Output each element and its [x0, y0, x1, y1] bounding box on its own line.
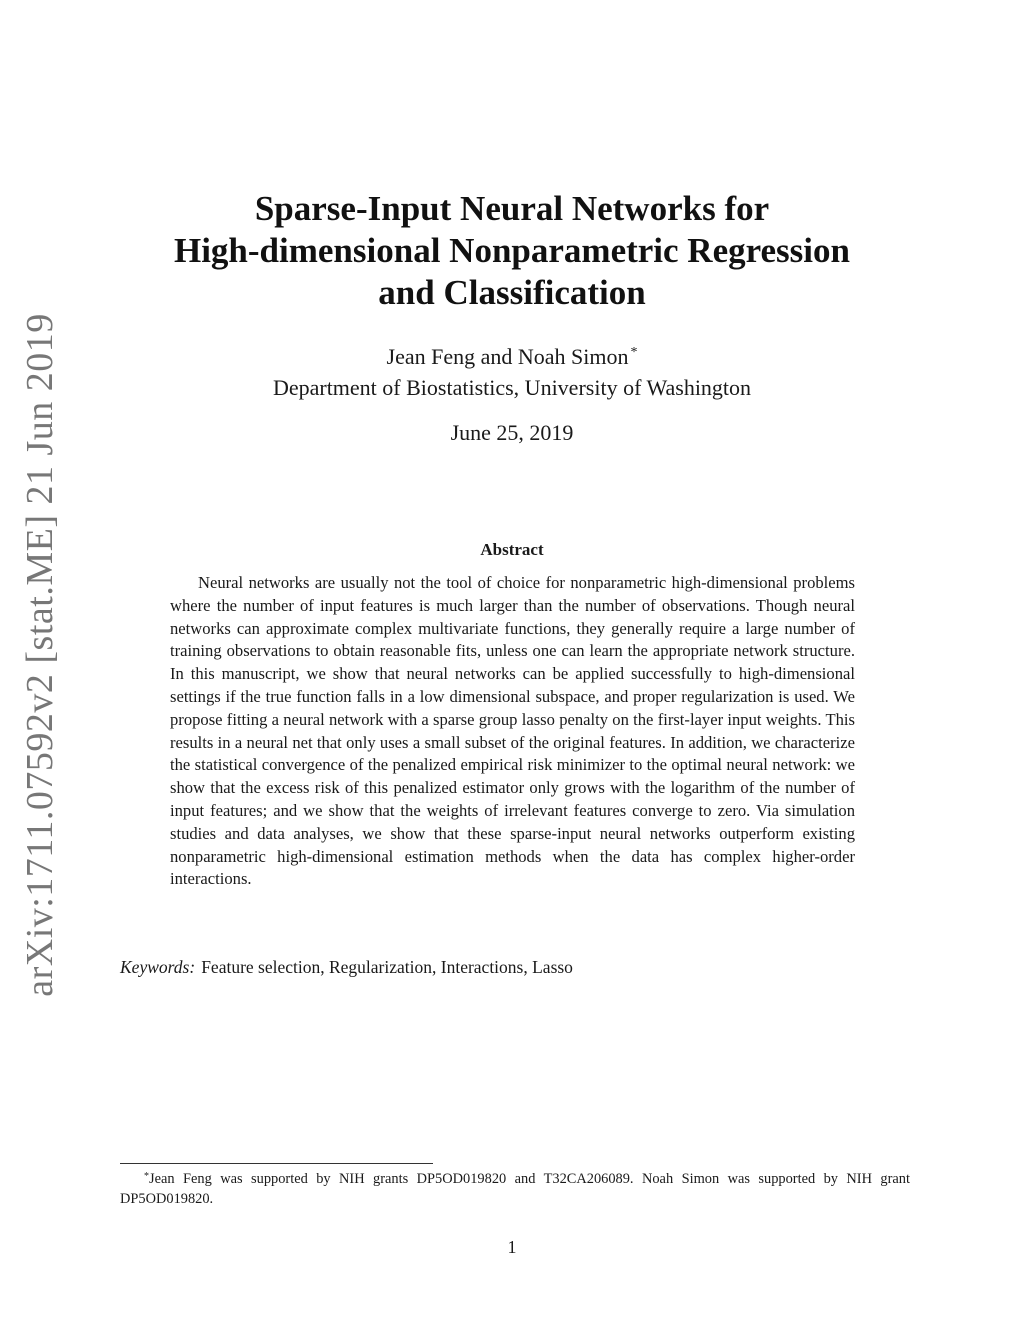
footnote-divider	[120, 1163, 433, 1164]
paper-title-line-2: High-dimensional Nonparametric Regression	[173, 231, 850, 270]
paper-title-line-3: and Classification	[378, 273, 646, 312]
publication-date: June 25, 2019	[450, 420, 574, 445]
author-footnote-marker: *	[630, 345, 638, 360]
funding-footnote	[120, 1169, 910, 1209]
footnote-marker: *	[144, 1171, 149, 1182]
abstract-heading: Abstract	[480, 540, 544, 559]
abstract-text: Neural networks are usually not the tool of choice for nonparametric high-dimensional problems where the number of input features is much larger than the number of observations. Though neural networks can approximate complex multivariate functions, they generally require a large number of training observations to obtain reasonable fits, unless one can learn the appropriate network structure. In this manuscript, we show that neural networks can be applied successfully to high-dimensional settings if the true function falls in a low dimensional subspace, and proper regularization is used. We propose fitting a neural network with a sparse group lasso penalty on the first-layer input weights. This results in a neural net that only uses a small subset of the original features. In addition, we characterize the statistical convergence of the penalized empirical risk minimizer to the optimal neural network: we show that the excess risk of this penalized estimator only grows with the logarithm of the number of input features; and we show that the weights of irrelevant features converge to zero. Via simulation studies and data analyses, we show that these sparse-input neural networks outperform existing nonparametric high-dimensional estimation methods when the data has complex higher-order interactions.	[170, 573, 855, 889]
paper-title	[0, 188, 1024, 314]
footnote-text: Jean Feng was supported by NIH grants DP5OD019820 and T32CA206089. Noah Simon was supported by NIH grant DP5OD019820.	[120, 1171, 910, 1207]
author-names-line	[0, 341, 1024, 372]
keywords-line	[120, 957, 910, 978]
keywords-list: Feature selection, Regularization, Interactions, Lasso	[201, 957, 573, 977]
paper-title-line-1: Sparse-Input Neural Networks for	[254, 189, 770, 228]
author-names: Jean Feng and Noah Simon	[386, 344, 629, 369]
keywords-label: Keywords:	[120, 957, 196, 977]
page-number: 1	[507, 1237, 517, 1257]
author-block	[0, 341, 1024, 403]
author-affiliation: Department of Biostatistics, University of Washington	[272, 375, 752, 400]
arxiv-identifier-stamp: arXiv:1711.07592v2 [stat.ME] 21 Jun 2019	[19, 313, 61, 997]
